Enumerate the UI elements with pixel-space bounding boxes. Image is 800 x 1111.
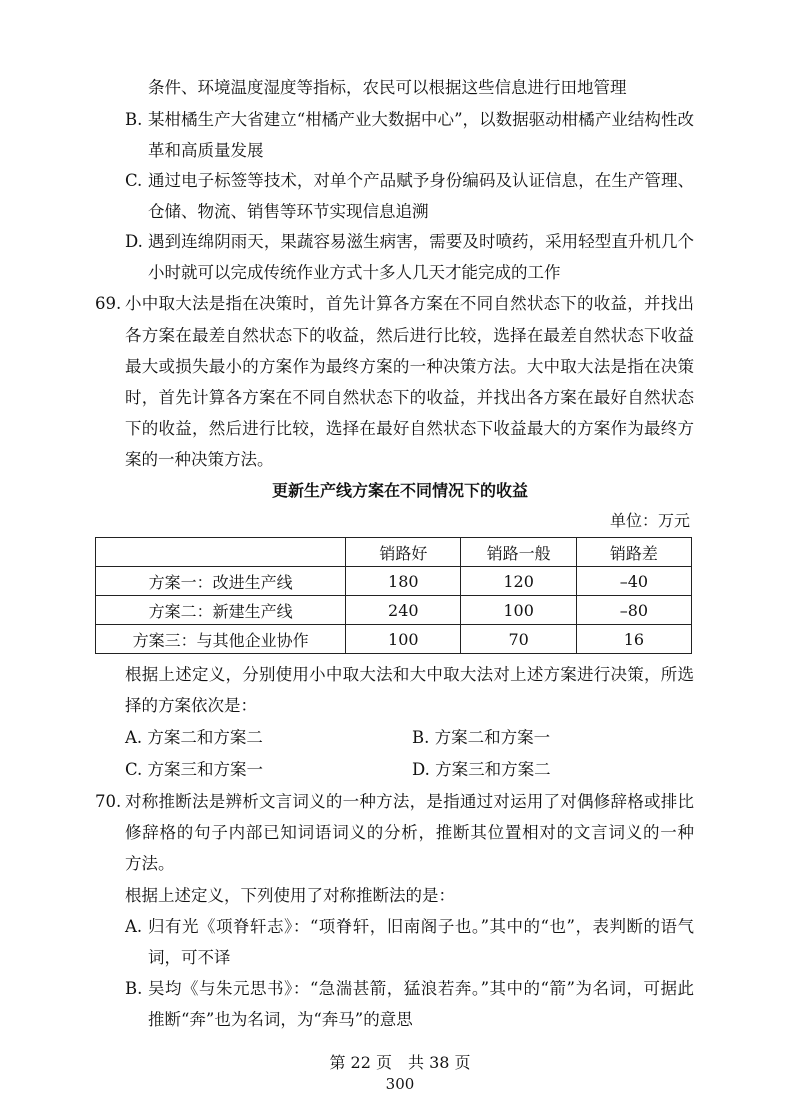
q69-text-line: 各方案在最差自然状态下的收益，然后进行比较，选择在最差自然状态下收益 (125, 326, 694, 345)
table-cell: 100 (461, 596, 576, 625)
q69-text-line: 时，首先计算各方案在不同自然状态下的收益，并找出各方案在最好自然状态 (125, 388, 694, 407)
q70-text-line: 修辞格的句子内部已知词语词义的分析，推断其位置相对的文言词义的一种 (125, 823, 694, 842)
q70-option-b-line2: 推断“奔”也为名词，为“奔马”的意思 (148, 1010, 413, 1029)
table-header-cell: 销路好 (346, 538, 461, 567)
q69-option-b: B. 方案二和方案一 (412, 728, 551, 747)
table-cell: 方案三：与其他企业协作 (96, 625, 346, 654)
q68-option-c-line1: 通过电子标签等技术，对单个产品赋予身份编码及认证信息，在生产管理、 (148, 171, 694, 190)
q68-option-d-label: D. (125, 232, 143, 251)
q68-option-b-line1: 某柑橘生产大省建立“柑橘产业大数据中心”，以数据驱动柑橘产业结构性改 (148, 110, 694, 129)
q69-option-c: C. 方案三和方案一 (125, 760, 264, 779)
q70-question: 根据上述定义，下列使用了对称推断法的是： (125, 886, 455, 905)
q69-question-line1: 根据上述定义，分别使用小中取大法和大中取大法对上述方案进行决策，所选 (125, 665, 694, 684)
q68-option-c-line2: 仓储、物流、销售等环节实现信息追溯 (148, 202, 429, 221)
q69-text-line: 小中取大法是指在决策时，首先计算各方案在不同自然状态下的收益，并找出 (125, 294, 694, 313)
q68-option-b-line2: 革和高质量发展 (148, 141, 264, 160)
q70-text-line: 对称推断法是辨析文言词义的一种方法，是指通过对运用了对偶修辞格或排比 (125, 792, 694, 811)
table-cell: 100 (346, 625, 461, 654)
q70-option-a-line1: 归有光《项脊轩志》：“项脊轩，旧南阁子也。”其中的“也”，表判断的语气 (148, 917, 694, 936)
q69-text-line: 下的收益，然后进行比较，选择在最好自然状态下收益最大的方案作为最终方 (125, 419, 694, 438)
table-cell: 120 (461, 567, 576, 596)
revenue-table (95, 537, 692, 654)
q69-number: 69. (95, 294, 122, 313)
q69-option-d: D. 方案三和方案二 (412, 760, 551, 779)
page-info: 第 22 页 共 38 页 (329, 1053, 471, 1072)
q70-text-line: 方法。 (125, 854, 175, 873)
q68-option-d-line2: 小时就可以完成传统作业方式十多人几天才能完成的工作 (148, 263, 561, 282)
table-unit: 单位：万元 (609, 511, 690, 530)
q68-option-a-continuation: 条件、环境温度湿度等指标，农民可以根据这些信息进行田地管理 (148, 78, 627, 97)
table-row (96, 596, 692, 625)
page-number: 300 (385, 1075, 415, 1093)
q70-option-a-label: A. (125, 917, 143, 936)
table-cell: 240 (346, 596, 461, 625)
q69-question-line2: 择的方案依次是： (125, 696, 257, 715)
q68-option-d-line1: 遇到连绵阴雨天，果蔬容易滋生病害，需要及时喷药，采用轻型直升机几个 (148, 232, 694, 251)
table-row (96, 567, 692, 596)
table-cell: –80 (576, 596, 691, 625)
table-header-cell: 销路差 (576, 538, 691, 567)
table-header-cell: 销路一般 (461, 538, 576, 567)
q69-option-a: A. 方案二和方案二 (125, 728, 263, 747)
q70-option-b-label: B. (125, 979, 143, 998)
q68-option-b-label: B. (125, 110, 143, 129)
table-cell: 方案二：新建生产线 (96, 596, 346, 625)
q69-text-line: 案的一种决策方法。 (125, 450, 274, 469)
table-row (96, 625, 692, 654)
table-cell: 16 (576, 625, 691, 654)
table-title: 更新生产线方案在不同情况下的收益 (271, 481, 528, 500)
table-cell: –40 (576, 567, 691, 596)
table-header-cell (96, 538, 346, 567)
q69-text-line: 最大或损失最小的方案作为最终方案的一种决策方法。大中取大法是指在决策 (125, 357, 694, 376)
q70-option-b-line1: 吴均《与朱元思书》：“急湍甚箭，猛浪若奔。”其中的“箭”为名词，可据此 (148, 979, 694, 998)
table-cell: 180 (346, 567, 461, 596)
q68-option-c-label: C. (125, 171, 143, 190)
table-cell: 70 (461, 625, 576, 654)
q70-number: 70. (95, 792, 122, 811)
table-cell: 方案一：改进生产线 (96, 567, 346, 596)
q70-option-a-line2: 词，可不译 (148, 948, 231, 967)
table-header-row (96, 538, 692, 567)
